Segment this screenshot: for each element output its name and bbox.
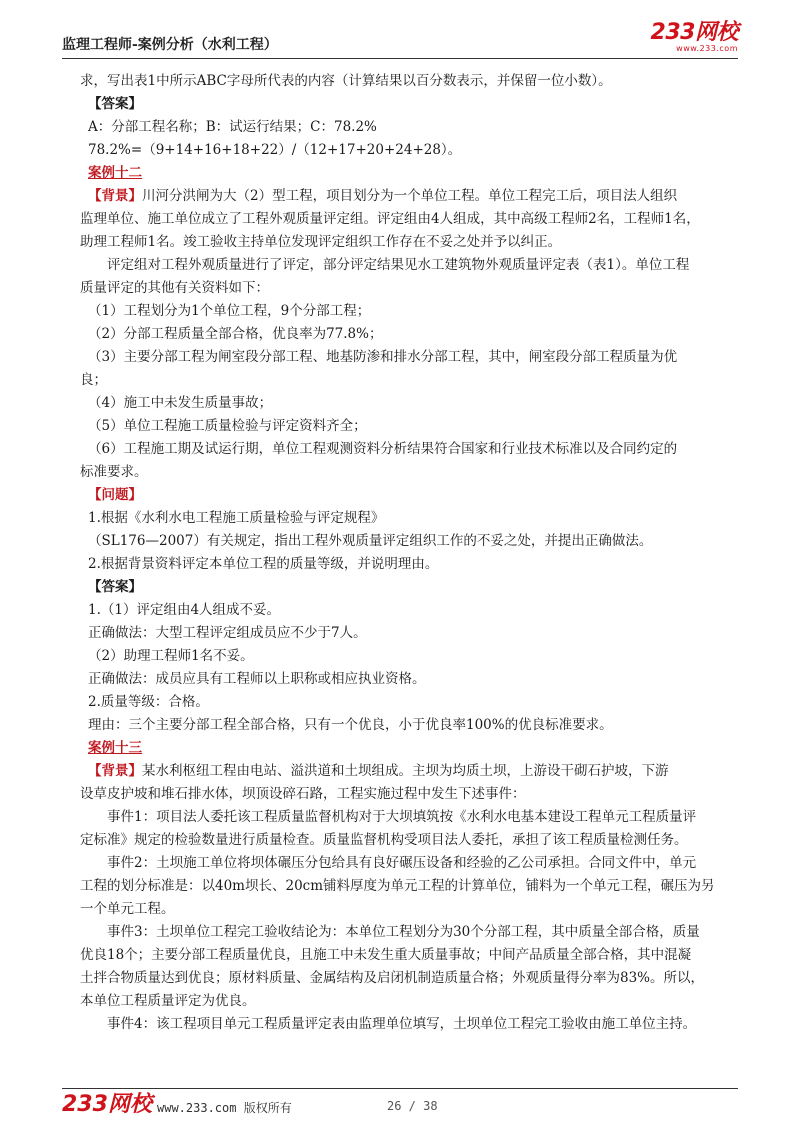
text-line: 评定组对工程外观质量进行了评定，部分评定结果见水工建筑物外观质量评定表（表1）。单位工程 <box>107 257 690 273</box>
text-line: 土拌合物质量达到优良；原材料质量、金属结构及启闭机制造质量合格；外观质量得分率为83%。所以， <box>80 970 705 986</box>
document-body <box>80 70 738 1036</box>
section-tag: 【背景】 <box>88 188 142 204</box>
text-line: 1.（1）评定组由4人组成不妥。 <box>88 602 281 618</box>
answer-heading: 【答案】 <box>88 96 142 112</box>
case-heading: 案例十三 <box>88 740 142 756</box>
footer-copyright: www.233.com 版权所有 <box>157 1101 292 1115</box>
text-line: 监理单位、施工单位成立了工程外观质量评定组。评定组由4人组成，其中高级工程师2名，工程师1名， <box>80 211 700 227</box>
text-line: 质量评定的其他有关资料如下： <box>80 280 269 296</box>
text-line: 一个单元工程。 <box>80 901 175 917</box>
text-line: 定标准》规定的检验数量进行质量检查。质量监督机构受项目法人委托，承担了该工程质量检测任务。 <box>80 832 688 848</box>
text-line: 标准要求。 <box>80 464 148 480</box>
text-line: （SL176—2007）有关规定，指出工程外观质量评定组织工作的不妥之处，并提出正确做法。 <box>88 533 653 549</box>
page-number: 26 / 38 <box>387 1099 438 1113</box>
text-line: 2.质量等级：合格。 <box>88 694 209 710</box>
text-line: A：分部工程名称；B：试运行结果；C：78.2% <box>88 119 377 135</box>
text-line: 2.根据背景资料评定本单位工程的质量等级，并说明理由。 <box>88 556 439 572</box>
text-line: 正确做法：大型工程评定组成员应不少于7人。 <box>88 625 367 641</box>
page-footer <box>62 1092 738 1122</box>
logo-number: 233 <box>650 20 695 45</box>
text-line: 助理工程师1名。竣工验收主持单位发现评定组织工作存在不妥之处并予以纠正。 <box>80 234 562 250</box>
text-line: （5）单位工程施工质量检验与评定资料齐全； <box>88 418 367 434</box>
text-line: （2）分部工程质量全部合格，优良率为77.8%； <box>88 326 383 342</box>
footer-logo[interactable] <box>62 1092 152 1118</box>
case-heading: 案例十二 <box>88 165 142 181</box>
answer-heading: 【答案】 <box>88 579 142 595</box>
text-line: 良； <box>80 372 107 388</box>
text-line: 设草皮护坡和堆石排水体，坝顶设碎石路，工程实施过程中发生下述事件： <box>80 786 526 802</box>
footer-divider <box>62 1088 738 1089</box>
text-line: 本单位工程质量评定为优良。 <box>80 993 256 1009</box>
text-line: 优良18个；主要分部工程质量优良，且施工中未发生重大质量事故；中间产品质量全部合格，其中混凝 <box>80 947 692 963</box>
text-line: 正确做法：成员应具有工程师以上职称或相应执业资格。 <box>88 671 426 687</box>
header-divider <box>62 58 738 59</box>
text-line: 事件3：土坝单位工程完工验收结论为：本单位工程划分为30个分部工程，其中质量全部合格，质量 <box>107 924 700 940</box>
text-line: 78.2%=（9+14+16+18+22）/（12+17+20+24+28）。 <box>88 142 462 158</box>
paragraph-text: 某水利枢纽工程由电站、溢洪道和土坝组成。主坝为均质土坝，上游设干砌石护坡，下游 <box>142 763 669 779</box>
logo-url: www.233.com <box>676 44 738 53</box>
brand-logo[interactable] <box>651 22 738 53</box>
section-tag: 【背景】 <box>88 763 142 779</box>
paragraph-text: 川河分洪闸为大（2）型工程，项目划分为一个单位工程。单位工程完工后，项目法人组织 <box>142 188 678 204</box>
background-paragraph <box>80 760 738 783</box>
text-line: 理由：三个主要分部工程全部合格，只有一个优良，小于优良率100%的优良标准要求。 <box>88 717 613 733</box>
section-tag: 【问题】 <box>88 487 142 503</box>
footer-logo-text: 网校 <box>107 1092 152 1117</box>
text-line: 事件1：项目法人委托该工程质量监督机构对于大坝填筑按《水利水电基本建设工程单元工程质量评 <box>107 809 697 825</box>
text-line: （6）工程施工期及试运行期，单位工程观测资料分析结果符合国家和行业技术标准以及合同约定的 <box>88 441 678 457</box>
text-line: 事件2：土坝施工单位将坝体碾压分包给具有良好碾压设备和经验的乙公司承担。合同文件中，单元 <box>107 855 697 871</box>
text-line: （2）助理工程师1名不妥。 <box>88 648 254 664</box>
background-paragraph <box>80 185 738 208</box>
page-header <box>62 22 738 56</box>
text-line: （1）工程划分为1个单位工程，9个分部工程； <box>88 303 371 319</box>
text-line: （4）施工中未发生质量事故； <box>88 395 273 411</box>
logo-text: 网校 <box>694 20 738 45</box>
text-line: 1.根据《水利水电工程施工质量检验与评定规程》 <box>88 510 385 526</box>
text-line: 求，写出表1中所示ABC字母所代表的内容（计算结果以百分数表示，并保留一位小数）。 <box>80 73 612 89</box>
footer-logo-number: 233 <box>62 1092 108 1117</box>
text-line: 事件4：该工程项目单元工程质量评定表由监理单位填写，土坝单位工程完工验收由施工单位主持。 <box>107 1016 697 1032</box>
header-title: 监理工程师-案例分析（水利工程） <box>62 37 278 53</box>
text-line: （3）主要分部工程为闸室段分部工程、地基防渗和排水分部工程，其中，闸室段分部工程质量为优 <box>88 349 678 365</box>
text-line: 工程的划分标准是：以40m坝长、20cm铺料厚度为单元工程的计算单位，铺料为一个单元工程，碾压为另 <box>80 878 715 894</box>
